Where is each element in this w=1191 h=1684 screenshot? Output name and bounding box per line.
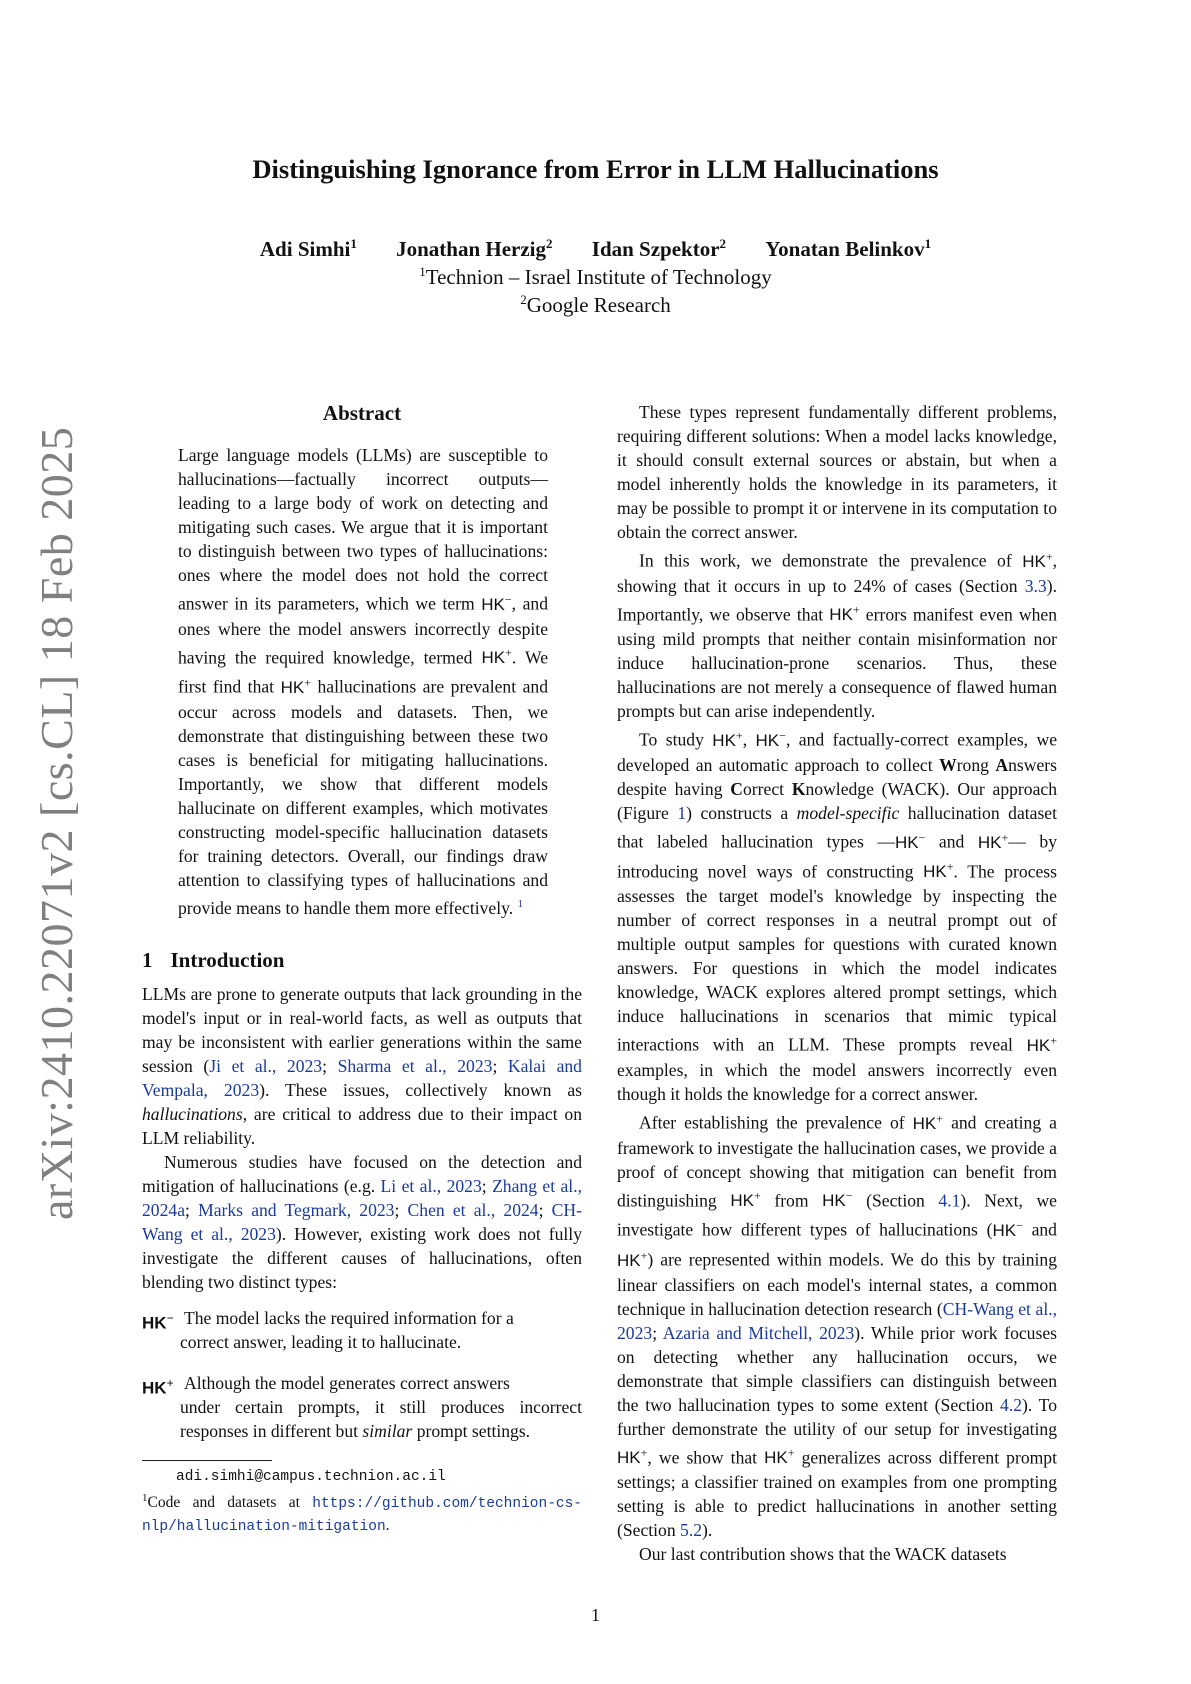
body-paragraph: These types represent fundamentally different problems, requiring different solutions: When a model lacks knowledge, it should consult external sources or abstain, but when a model inherently holds the knowledge in its parameters, it may be possible to prompt it or intervene in its computation to obtain the correct answer. (617, 402, 1057, 542)
section-link[interactable]: 4.1 (938, 1190, 961, 1211)
citation-link[interactable]: Ji et al., 2023 (209, 1055, 323, 1076)
author: Adi Simhi$^1$ (259, 236, 357, 261)
repository-link[interactable]: https://github.com/technion-cs-nlp/hallucination-mitigation (142, 1495, 582, 1535)
citation-link[interactable]: Zhang et al., 2024a (142, 1175, 582, 1220)
figure-link[interactable]: 1 (677, 802, 687, 823)
hk-plus-term: HK+ (829, 602, 860, 625)
hk-plus-term: HK+ (617, 1445, 648, 1468)
hk-plus-term: HK+ (481, 645, 512, 668)
definition-term: HK+ (142, 1375, 174, 1398)
hk-plus-term: HK+ (1022, 549, 1053, 571)
definition-term: HK− (142, 1310, 174, 1333)
definition-hk-minus (142, 1306, 582, 1354)
section-link[interactable]: 4.2 (1000, 1394, 1023, 1415)
right-column (617, 400, 1057, 1566)
hk-plus-term: HK+ (1026, 1033, 1057, 1055)
intro-paragraph: LLMs are prone to generate outputs that lack grounding in the model's input or in real-world facts, as well as outputs that may be inconsistent with earlier generations within the same session (Ji et al., 2023; Sharma et al., 2023; Kalai and Vempala, 2023). These issues, collectively known as hallucinations, are critical to address due to their impact on LLM reliability. (142, 983, 582, 1148)
definition-description: The model lacks the required information for a correct answer, leading it to hallucinate. (180, 1307, 514, 1352)
citation-link[interactable]: CH-Wang et al., 2023 (142, 1199, 582, 1244)
hk-minus-term: HK− (992, 1218, 1023, 1240)
abstract-heading: Abstract (322, 401, 402, 425)
definition-description: Although the model generates correct answers under certain prompts, it still produces incorrect responses in different but similar prompt settings. (180, 1372, 582, 1441)
arxiv-identifier: arXiv:2410.22071v2 [cs.CL] 18 Feb 2025 (31, 426, 82, 1220)
definition-hk-plus (142, 1371, 582, 1443)
body-paragraph: In this work, we demonstrate the prevalence of HK+, showing that it occurs in up to 24% of cases (Section 3.3). Importantly, we observe that HK+ errors manifest even when using mild prompts that neither contain misinformation nor induce hallucination-prone scenarios. Thus, these hallucinations are not merely a consequence of flawed human prompts but can arise independently. (617, 549, 1057, 722)
hk-minus-term: HK− (894, 829, 926, 852)
footnote-code: $^1$Code and datasets at https://github.com/technion-cs-nlp/hallucination-mitigation. (142, 1491, 582, 1535)
affiliation: $^1$Technion – Israel Institute of Technology (419, 264, 772, 289)
definition-list (142, 1306, 582, 1443)
left-column (142, 400, 582, 1538)
footnote-divider (142, 1460, 272, 1461)
section-heading-introduction: 1 Introduction (142, 947, 285, 972)
footnote-link[interactable]: 1 (517, 897, 524, 910)
citation-link[interactable]: Kalai and Vempala, 2023 (142, 1055, 582, 1100)
citation-link[interactable]: Chen et al., 2024 (407, 1199, 539, 1220)
hk-minus-term: HK− (481, 592, 512, 614)
hk-minus-term: HK− (755, 728, 786, 750)
hk-plus-term: HK+ (764, 1445, 795, 1468)
body-paragraph: Our last contribution shows that the WACK datasets (639, 1544, 1007, 1565)
citation-link[interactable]: Sharma et al., 2023 (337, 1055, 493, 1076)
affiliation: $^2$Google Research (520, 292, 671, 317)
citation-link[interactable]: CH-Wang et al., 2023 (617, 1298, 1058, 1343)
footnotes (142, 1467, 582, 1538)
hk-plus-term: HK+ (280, 675, 311, 697)
author-email[interactable]: adi.simhi@campus.technion.ac.il (176, 1468, 446, 1485)
hk-plus-term: HK+ (730, 1188, 761, 1211)
body-paragraph: To study HK+, HK−, and factually-correct examples, we developed an automatic approach to collect Wrong Answers despite having Correct Knowledge (WACK). Our approach (Figure 1) constructs a model-specific hallucination dataset that labeled hallucination types —HK− and HK+— by introducing novel ways of constructing HK+. The process assesses the target model's knowledge by inspecting the number of correct responses in a neutral prompt out of multiple output samples for questions with curated known answers. For questions in which the model indicates knowledge, WACK explores altered prompt settings, which induce hallucinations in scenarios that mimic typical interactions with an LLM. These prompts reveal HK+ examples, in which the model answers incorrectly even though it holds the knowledge for a correct answer. (617, 728, 1058, 1104)
intro-paragraph: Numerous studies have focused on the detection and mitigation of hallucinations (e.g. Li et al., 2023; Zhang et al., 2024a; Marks and Tegmark, 2023; Chen et al., 2024; CH-Wang et al., 2023). However, existing work does not fully investigate the different causes of hallucinations, often blending two distinct types: (142, 1151, 582, 1292)
hk-plus-term: HK+ (617, 1247, 648, 1270)
author: Yonatan Belinkov$^1$ (765, 236, 932, 261)
author: Idan Szpektor$^2$ (591, 236, 727, 261)
author: Jonathan Herzig$^2$ (396, 236, 553, 261)
author-list (0, 236, 1191, 262)
page-number: 1 (591, 1605, 600, 1625)
citation-link[interactable]: Marks and Tegmark, 2023 (198, 1199, 395, 1220)
hk-minus-term: HK− (822, 1188, 853, 1211)
hk-plus-term: HK+ (923, 859, 954, 882)
abstract-text: Large language models (LLMs) are susceptible to hallucinations—factually incorrect outputs—leading to a large body of work on detecting and mitigating such cases. We argue that it is important to distinguish between two types of hallucinations: ones where the model does not hold the correct answer in its parameters, which we term HK−, and ones where the model answers incorrectly despite having the required knowledge, termed HK+. We first find that HK+ hallucinations are prevalent and occur across models and datasets. Then, we demonstrate that distinguishing between these two cases is beneficial for mitigating hallucinations. Importantly, we show that different models hallucinate on different examples, which motivates constructing model-specific hallucination datasets for training detectors. Overall, our findings draw attention to classifying types of hallucinations and provide means to handle them more effectively. $^1$ (178, 445, 549, 918)
citation-link[interactable]: Li et al., 2023 (380, 1175, 482, 1196)
citation-link[interactable]: Azaria and Mitchell, 2023 (662, 1322, 855, 1343)
paper-title: Distinguishing Ignorance from Error in LLM Hallucinations (252, 154, 939, 184)
section-link[interactable]: 3.3 (1024, 575, 1047, 596)
hk-plus-term: HK+ (977, 829, 1009, 852)
section-link[interactable]: 5.2 (680, 1520, 703, 1541)
hk-plus-term: HK+ (912, 1110, 944, 1133)
hk-plus-term: HK+ (712, 728, 743, 750)
body-paragraph: After establishing the prevalence of HK+ and creating a framework to investigate the hallucination cases, we provide a proof of concept showing that mitigation can benefit from distinguishing HK+ from HK− (Section 4.1). Next, we investigate how different types of hallucinations (HK− and HK+) are represented within models. We do this by training linear classifiers on each model's internal states, a common technique in hallucination detection research (CH-Wang et al., 2023; Azaria and Mitchell, 2023). While prior work focuses on detecting whether any hallucination occurs, we demonstrate that simple classifiers can distinguish between the two hallucination types to some extent (Section 4.2). To further demonstrate the utility of our setup for investigating HK+, we show that HK+ generalizes across different prompt settings; a classifier trained on examples from one prompting setting is able to predict hallucinations in another setting (Section 5.2). (617, 1110, 1058, 1541)
